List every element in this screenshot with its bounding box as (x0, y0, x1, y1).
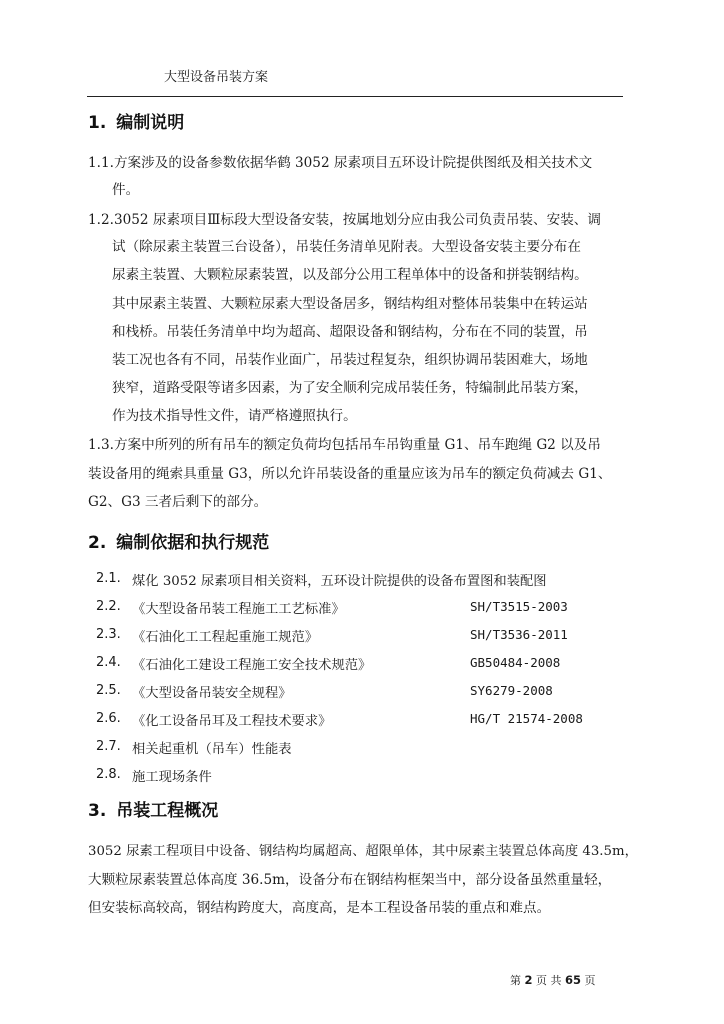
reference-number: 2.7. (96, 739, 121, 754)
reference-title: 《石油化工工程起重施工规范》 (132, 630, 319, 645)
item-1-2-text: 3052 尿素项目Ⅲ标段大型设备安装，按属地划分应由我公司负责吊装、安装、调 (113, 212, 601, 228)
footer-suffix: 页 (584, 974, 596, 987)
paragraph-3-line-1: 3052 尿素工程项目中设备、钢结构均属超高、超限单体，其中尿素主装置总体高度 43.5m， (88, 844, 638, 859)
item-1-3-number: 1.3. (88, 437, 114, 453)
reference-title: 煤化 3052 尿素项目相关资料，五环设计院提供的设备布置图和装配图 (132, 574, 547, 589)
page-footer (510, 972, 596, 988)
reference-title: 施工现场条件 (132, 770, 212, 785)
reference-title: 《大型设备吊装安全规程》 (132, 686, 292, 701)
header-divider (87, 96, 623, 97)
section-3-number: 3. (88, 801, 107, 821)
section-1-title: 编制说明 (116, 113, 185, 133)
reference-number: 2.8. (96, 767, 121, 782)
reference-standard-code: GB50484-2008 (470, 655, 561, 670)
item-1-1-text: 方案涉及的设备参数依据华鹤 3052 尿素项目五环设计院提供图纸及相关技术文 (113, 155, 593, 171)
reference-title: 《化工设备吊耳及工程技术要求》 (132, 714, 332, 729)
reference-number: 2.5. (96, 683, 121, 698)
document-header-title: 大型设备吊装方案 (164, 70, 269, 85)
reference-standard-code: SY6279-2008 (470, 683, 553, 698)
paragraph-1-3-line-2: 装设备用的绳索具重量 G3，所以允许吊装设备的重量应该为吊车的额定负荷减去 G1、 (88, 466, 612, 482)
paragraph-1-2-line-7: 狭窄，道路受限等诸多因素，为了安全顺利完成吊装任务，特编制此吊装方案， (112, 380, 588, 396)
reference-title: 相关起重机（吊车）性能表 (132, 742, 292, 757)
reference-number: 2.2. (96, 599, 121, 614)
section-3-heading (88, 796, 218, 821)
reference-number: 2.3. (96, 627, 121, 642)
paragraph-1-1-line-1 (88, 151, 592, 171)
paragraph-1-2-line-5: 和栈桥。吊装任务清单中均为超高、超限设备和钢结构，分布在不同的装置，吊 (112, 324, 588, 340)
reference-title: 《大型设备吊装工程施工工艺标准》 (132, 602, 345, 617)
paragraph-3-line-3: 但安装标高较高，钢结构跨度大，高度高，是本工程设备吊装的重点和难点。 (88, 900, 551, 916)
item-1-1-number: 1.1. (88, 155, 114, 171)
section-3-title: 吊装工程概况 (116, 801, 219, 821)
reference-number: 2.6. (96, 711, 121, 726)
footer-page-number: 2 (524, 973, 533, 987)
item-1-3-text: 方案中所列的所有吊车的额定负荷均包括吊车吊钩重量 G1、吊车跑绳 G2 以及吊 (113, 437, 601, 453)
reference-number: 2.4. (96, 655, 121, 670)
paragraph-1-2-line-3: 尿素主装置、大颗粒尿素装置，以及部分公用工程单体中的设备和拼装钢结构。 (112, 267, 588, 283)
reference-standard-code: HG/T 21574-2008 (470, 711, 583, 726)
paragraph-1-2-line-6: 装工况也各有不同，吊装作业面广，吊装过程复杂，组织协调吊装困难大，场地 (112, 352, 588, 368)
section-2-heading (88, 528, 269, 553)
reference-standard-code: SH/T3515-2003 (470, 599, 568, 614)
paragraph-1-2-line-2: 试（除尿素主装置三台设备），吊装任务清单见附表。大型设备安装主要分布在 (112, 239, 581, 255)
paragraph-1-2-line-4: 其中尿素主装置、大颗粒尿素大型设备居多，钢结构组对整体吊装集中在转运站 (112, 296, 588, 312)
section-1-number: 1. (88, 113, 107, 133)
section-2-number: 2. (88, 533, 107, 553)
footer-middle: 页 共 (536, 974, 562, 987)
reference-standard-code: SH/T3536-2011 (470, 627, 568, 642)
footer-prefix: 第 (510, 974, 521, 987)
section-2-title: 编制依据和执行规范 (116, 533, 270, 553)
paragraph-1-3-line-3: G2、G3 三者后剩下的部分。 (88, 494, 268, 510)
paragraph-3-line-2: 大颗粒尿素装置总体高度 36.5m，设备分布在钢结构框架当中，部分设备虽然重量轻， (88, 872, 612, 888)
paragraph-1-2-line-8: 作为技术指导性文件，请严格遵照执行。 (112, 408, 357, 424)
paragraph-1-1-line-2: 件。 (112, 182, 140, 198)
footer-total-pages: 65 (565, 973, 582, 987)
paragraph-1-3-line-1 (88, 433, 601, 453)
reference-number: 2.1. (96, 571, 121, 586)
section-1-heading (88, 108, 184, 133)
item-1-2-number: 1.2. (88, 212, 114, 228)
reference-title: 《石油化工建设工程施工安全技术规范》 (132, 658, 372, 673)
paragraph-1-2-line-1 (88, 208, 601, 228)
